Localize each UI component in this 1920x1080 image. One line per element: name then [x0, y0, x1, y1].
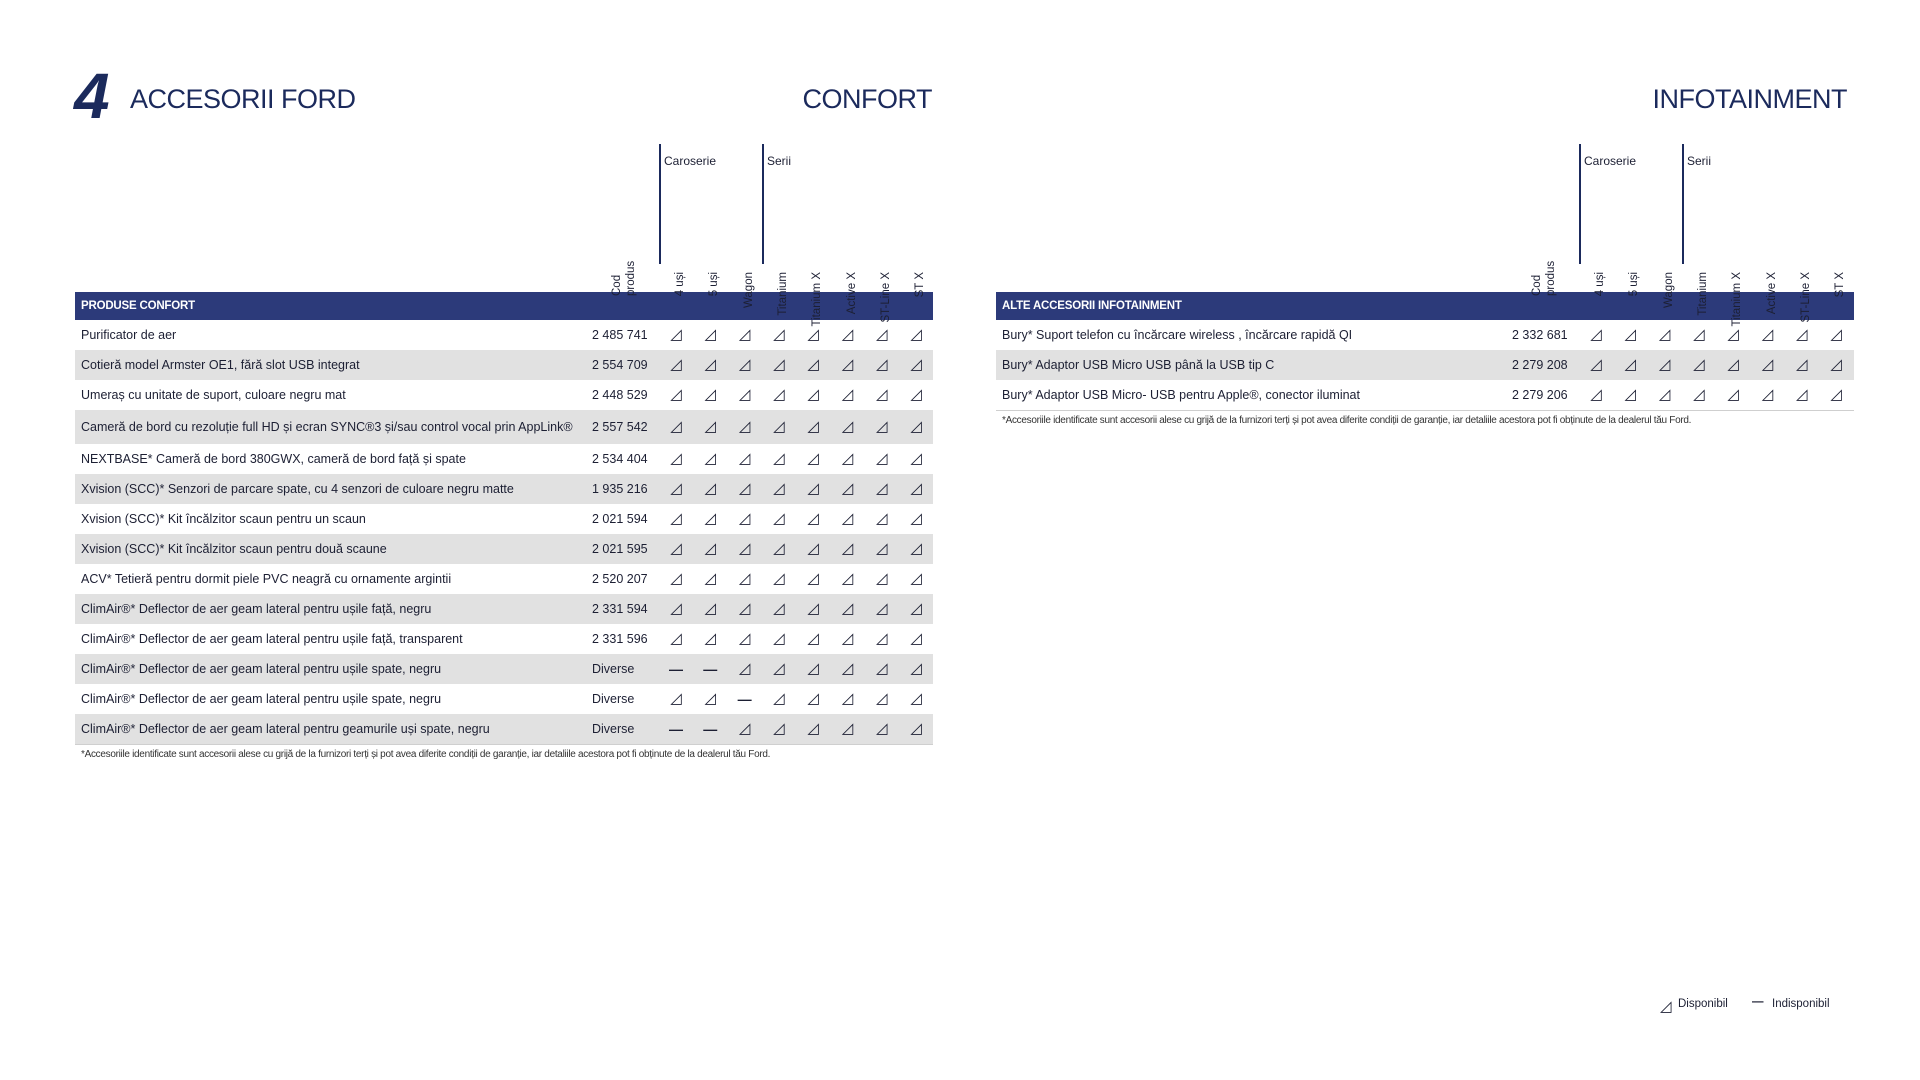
- product-name: Bury* Adaptor USB Micro USB până la USB tip C: [1002, 358, 1275, 372]
- product-code: 2 557 542: [592, 420, 648, 434]
- available-icon: ◿: [773, 480, 785, 497]
- available-icon: ◿: [704, 570, 717, 587]
- column-header-active-x: [845, 196, 865, 315]
- product-name: ClimAir®* Deflector de aer geam lateral pentru ușile față, transparent: [81, 632, 463, 646]
- column-header-5-u-i: [1627, 196, 1647, 297]
- table-row: [75, 320, 933, 350]
- available-icon: ◿: [807, 418, 819, 435]
- product-code: 2 485 741: [592, 328, 648, 342]
- product-code: Diverse: [592, 722, 635, 736]
- column-header-label: Titanium: [1696, 272, 1709, 316]
- available-icon: ◿: [841, 418, 854, 435]
- table-row: [75, 410, 933, 444]
- available-icon: ◿: [670, 630, 682, 647]
- available-icon: ◿: [773, 418, 785, 435]
- product-name: Bury* Adaptor USB Micro- USB pentru Apple®, conector iluminat: [1002, 388, 1360, 402]
- available-icon: ◿: [910, 570, 922, 587]
- available-icon: ◿: [704, 690, 717, 707]
- column-header-label: ST X: [914, 272, 927, 298]
- available-icon: ◿: [876, 480, 888, 497]
- available-icon: ◿: [876, 386, 888, 403]
- available-icon: ◿: [1624, 356, 1637, 373]
- available-icon: ◿: [807, 480, 819, 497]
- table-row: [996, 350, 1854, 380]
- column-header-label: 4 uși: [674, 272, 686, 297]
- table-row: [75, 534, 933, 564]
- table-row: [75, 444, 933, 474]
- group-label-serii: Serii: [767, 154, 792, 168]
- column-header-titanium: [1696, 196, 1716, 316]
- unavailable-icon: —: [703, 721, 718, 737]
- infotainment-table: [996, 144, 1854, 426]
- available-icon: ◿: [670, 600, 682, 617]
- available-icon: ◿: [876, 570, 888, 587]
- column-header-titanium: [776, 196, 796, 316]
- available-icon: ◿: [876, 510, 888, 527]
- available-icon: ◿: [807, 720, 819, 737]
- available-icon: ◿: [704, 450, 717, 467]
- product-name: Xvision (SCC)* Senzori de parcare spate, cu 4 senzori de culoare negru matte: [81, 482, 514, 496]
- table-row: [75, 350, 933, 380]
- table-row: [996, 380, 1854, 410]
- available-icon: ◿: [1693, 356, 1705, 373]
- available-icon: ◿: [670, 356, 682, 373]
- available-icon: ◿: [704, 356, 717, 373]
- group-divider: [1682, 144, 1684, 264]
- available-icon: ◿: [910, 630, 922, 647]
- available-icon: ◿: [910, 510, 922, 527]
- product-name: ClimAir®* Deflector de aer geam lateral pentru ușile spate, negru: [81, 692, 442, 706]
- available-icon: ◿: [807, 660, 819, 677]
- table-row: [996, 320, 1854, 350]
- product-code: 2 331 594: [592, 602, 648, 616]
- table-row: [75, 714, 933, 744]
- group-label-caroserie: Caroserie: [1584, 154, 1637, 168]
- available-icon: ◿: [876, 540, 888, 557]
- infotainment-section-title: INFOTAINMENT: [1652, 84, 1847, 114]
- available-icon: ◿: [910, 386, 922, 403]
- group-divider: [762, 144, 764, 264]
- available-icon: ◿: [1693, 386, 1705, 403]
- column-header-label: Wagon: [742, 272, 755, 309]
- column-header-st-line-x: [879, 196, 899, 323]
- available-icon: ◿: [773, 660, 785, 677]
- available-icon: ◿: [738, 600, 751, 617]
- available-icon: ◿: [670, 510, 682, 527]
- column-header-label: Active X: [845, 272, 858, 315]
- column-header-label: Titanium: [776, 272, 789, 316]
- column-header-titanium-x: [1730, 196, 1750, 327]
- available-icon: ◿: [670, 386, 682, 403]
- available-icon: ◿: [841, 326, 854, 343]
- available-icon: ◿: [910, 326, 922, 343]
- product-name: Xvision (SCC)* Kit încălzitor scaun pentru două scaune: [81, 542, 387, 556]
- product-code: 2 279 208: [1512, 358, 1568, 372]
- available-icon: ◿: [738, 480, 751, 497]
- table-row: [75, 684, 933, 714]
- available-icon: ◿: [1830, 386, 1842, 403]
- column-header-st-x: [913, 196, 933, 298]
- table-row: [75, 624, 933, 654]
- available-icon: ◿: [807, 690, 819, 707]
- product-code: 2 332 681: [1512, 328, 1568, 342]
- available-icon: ◿: [738, 386, 751, 403]
- available-icon: ◿: [704, 540, 717, 557]
- available-icon: ◿: [1796, 356, 1808, 373]
- product-name: Xvision (SCC)* Kit încălzitor scaun pentru un scaun: [81, 512, 366, 526]
- available-icon: ◿: [910, 720, 922, 737]
- product-code: 2 331 596: [592, 632, 648, 646]
- product-code: Diverse: [592, 692, 635, 706]
- available-icon: ◿: [773, 356, 785, 373]
- product-name: Cotieră model Armster OE1, fără slot USB integrat: [81, 358, 360, 372]
- column-header-label: Cod produs: [611, 260, 637, 296]
- table-row: [75, 474, 933, 504]
- column-header-label: Active X: [1765, 272, 1778, 315]
- column-header-4-u-i: [1593, 196, 1613, 297]
- column-header-label: Titanium X: [811, 272, 824, 327]
- confort-table: [75, 144, 933, 760]
- column-header-label: Wagon: [1662, 272, 1675, 309]
- available-icon: ◿: [704, 326, 717, 343]
- available-icon: ◿: [1796, 386, 1808, 403]
- column-header-label: Cod produs: [1531, 260, 1557, 296]
- available-icon: ◿: [773, 450, 785, 467]
- available-icon: ◿: [876, 630, 888, 647]
- column-header-wagon: [742, 196, 762, 309]
- available-icon: ◿: [704, 386, 717, 403]
- available-icon: ◿: [670, 540, 682, 557]
- available-icon: ◿: [773, 510, 785, 527]
- available-icon: ◿: [910, 540, 922, 557]
- available-icon: ◿: [704, 510, 717, 527]
- unavailable-icon: —: [669, 721, 683, 737]
- available-icon: ◿: [670, 326, 682, 343]
- available-icon: ◿: [1590, 326, 1602, 343]
- available-icon: ◿: [841, 480, 854, 497]
- group-label-serii: Serii: [1687, 154, 1712, 168]
- table-row: [75, 594, 933, 624]
- available-icon: ◿: [1624, 386, 1637, 403]
- available-icon: ◿: [876, 326, 888, 343]
- available-icon: ◿: [1693, 326, 1705, 343]
- product-name: Cameră de bord cu rezoluție full HD și ecran SYNC®3 și/sau control vocal prin AppLink®: [81, 420, 573, 434]
- available-icon: ◿: [738, 570, 751, 587]
- available-icon: ◿: [841, 450, 854, 467]
- available-icon: ◿: [807, 450, 819, 467]
- product-code: 2 534 404: [592, 452, 648, 466]
- available-icon: ◿: [1658, 356, 1671, 373]
- available-icon: ◿: [1761, 356, 1774, 373]
- product-name: ACV* Tetieră pentru dormit piele PVC neagră cu ornamente argintii: [81, 572, 452, 586]
- available-icon: ◿: [841, 570, 854, 587]
- available-icon: ◿: [1590, 356, 1602, 373]
- column-header-cod-produs: [610, 196, 637, 296]
- available-icon: ◿: [773, 570, 785, 587]
- column-header-titanium-x: [810, 196, 830, 327]
- infotainment-footnote: *Accesoriile identificate sunt accesorii alese cu grijă de la furnizori terți și pot avea diferite condiții de garanție, iar detaliile acestora pot fi obținute de la dealerul tău Ford.: [1002, 415, 1692, 426]
- column-header-label: ST X: [1834, 272, 1847, 298]
- column-header-st-x: [1833, 196, 1853, 298]
- confort-category-band: PRODUSE CONFORT: [75, 292, 933, 320]
- product-name: ClimAir®* Deflector de aer geam lateral pentru ușile față, negru: [81, 602, 432, 616]
- available-icon: ◿: [1658, 386, 1671, 403]
- available-icon: ◿: [738, 510, 751, 527]
- available-icon: ◿: [910, 660, 922, 677]
- available-icon: ◿: [841, 660, 854, 677]
- column-header-wagon: [1662, 196, 1682, 309]
- available-icon: ◿: [1830, 356, 1842, 373]
- table-row: [75, 380, 933, 410]
- available-icon: ◿: [807, 326, 819, 343]
- available-icon: ◿: [1761, 386, 1774, 403]
- available-icon: ◿: [1761, 326, 1774, 343]
- available-icon: ◿: [738, 540, 751, 557]
- available-icon: ◿: [841, 356, 854, 373]
- available-icon: ◿: [738, 630, 751, 647]
- product-code: 2 448 529: [592, 388, 648, 402]
- product-code: Diverse: [592, 662, 635, 676]
- available-icon: ◿: [910, 600, 922, 617]
- available-icon: ◿: [1830, 326, 1842, 343]
- infotainment-category-band: ALTE ACCESORII INFOTAINMENT: [996, 292, 1854, 320]
- chapter-number: 4: [74, 60, 108, 132]
- available-icon: ◿: [1590, 386, 1602, 403]
- available-icon: ◿: [773, 720, 785, 737]
- available-icon: ◿: [1727, 386, 1739, 403]
- confort-section-title: CONFORT: [802, 84, 932, 114]
- available-icon: ◿: [704, 630, 717, 647]
- column-header-label: 5 uși: [708, 272, 721, 297]
- available-icon: ◿: [841, 540, 854, 557]
- available-icon: ◿: [876, 450, 888, 467]
- available-icon: ◿: [738, 326, 751, 343]
- available-icon: ◿: [738, 720, 751, 737]
- product-code: 2 021 594: [592, 512, 648, 526]
- available-icon: ◿: [773, 630, 785, 647]
- available-icon: ◿: [704, 600, 717, 617]
- available-icon: ◿: [773, 326, 785, 343]
- available-icon: ◿: [704, 418, 717, 435]
- available-icon: ◿: [841, 386, 854, 403]
- available-icon: ◿: [670, 450, 682, 467]
- product-name: ClimAir®* Deflector de aer geam lateral pentru geamurile uși spate, negru: [81, 722, 490, 736]
- available-icon: ◿: [807, 630, 819, 647]
- unavailable-icon: —: [669, 661, 683, 677]
- group-divider: [1579, 144, 1581, 264]
- available-icon: ◿: [876, 356, 888, 373]
- available-icon: ◿: [738, 660, 751, 677]
- legend-unavailable-label: Indisponibil: [1772, 998, 1830, 1010]
- column-header-label: 5 uși: [1628, 272, 1641, 297]
- product-name: NEXTBASE* Cameră de bord 380GWX, cameră de bord față și spate: [81, 452, 466, 466]
- available-icon: ◿: [738, 418, 751, 435]
- available-icon: ◿: [670, 570, 682, 587]
- column-header-st-line-x: [1799, 196, 1819, 323]
- available-icon: ◿: [773, 540, 785, 557]
- available-icon: ◿: [1727, 326, 1739, 343]
- available-icon: ◿: [738, 356, 751, 373]
- table-row: [75, 564, 933, 594]
- product-code: 2 021 595: [592, 542, 648, 556]
- available-icon: ◿: [841, 630, 854, 647]
- available-icon: ◿: [773, 600, 785, 617]
- available-icon: ◿: [670, 418, 682, 435]
- table-row: [75, 504, 933, 534]
- available-icon: ◿: [773, 690, 785, 707]
- group-divider: [659, 144, 661, 264]
- available-icon: ◿: [1660, 998, 1672, 1015]
- available-icon: ◿: [773, 386, 785, 403]
- column-header-5-u-i: [707, 196, 727, 297]
- product-code: 2 279 206: [1512, 388, 1568, 402]
- column-header-active-x: [1765, 196, 1785, 315]
- available-icon: ◿: [807, 600, 819, 617]
- available-icon: ◿: [1727, 356, 1739, 373]
- available-icon: ◿: [876, 600, 888, 617]
- available-icon: ◿: [910, 690, 922, 707]
- table-row: [75, 654, 933, 684]
- available-icon: ◿: [807, 540, 819, 557]
- product-code: 2 554 709: [592, 358, 648, 372]
- column-header-label: Titanium X: [1731, 272, 1744, 327]
- available-icon: ◿: [910, 418, 922, 435]
- product-name: ClimAir®* Deflector de aer geam lateral pentru ușile spate, negru: [81, 662, 442, 676]
- column-header-cod-produs: [1530, 196, 1557, 296]
- unavailable-icon: —: [1752, 996, 1764, 1008]
- available-icon: ◿: [910, 450, 922, 467]
- available-icon: ◿: [1658, 326, 1671, 343]
- available-icon: ◿: [841, 600, 854, 617]
- available-icon: ◿: [910, 356, 922, 373]
- page-title: ACCESORII FORD: [130, 84, 356, 114]
- product-code: 2 520 207: [592, 572, 648, 586]
- column-header-label: ST-Line X: [1799, 272, 1812, 323]
- table-bottom-rule: [996, 410, 1854, 411]
- available-icon: ◿: [704, 480, 717, 497]
- unavailable-icon: —: [703, 661, 718, 677]
- column-header-label: ST-Line X: [879, 272, 892, 323]
- available-icon: ◿: [670, 690, 682, 707]
- group-label-caroserie: Caroserie: [664, 154, 717, 168]
- table-bottom-rule: [75, 744, 933, 745]
- available-icon: ◿: [807, 356, 819, 373]
- available-icon: ◿: [670, 480, 682, 497]
- available-icon: ◿: [738, 450, 751, 467]
- available-icon: ◿: [876, 720, 888, 737]
- column-header-4-u-i: [673, 196, 693, 297]
- product-name: Bury* Suport telefon cu încărcare wireless , încărcare rapidă QI: [1002, 328, 1353, 342]
- available-icon: ◿: [841, 690, 854, 707]
- product-code: 1 935 216: [592, 482, 648, 496]
- column-header-label: 4 uși: [1594, 272, 1606, 297]
- confort-footnote: *Accesoriile identificate sunt accesorii alese cu grijă de la furnizori terți și pot avea diferite condiții de garanție, iar detaliile acestora pot fi obținute de la dealerul tău Ford.: [81, 749, 771, 760]
- available-icon: ◿: [876, 418, 888, 435]
- available-icon: ◿: [876, 660, 888, 677]
- available-icon: ◿: [807, 386, 819, 403]
- available-icon: ◿: [841, 720, 854, 737]
- available-icon: ◿: [1624, 326, 1637, 343]
- unavailable-icon: —: [737, 691, 752, 707]
- available-icon: ◿: [807, 570, 819, 587]
- available-icon: ◿: [841, 510, 854, 527]
- product-name: Umeraș cu unitate de suport, culoare negru mat: [81, 388, 346, 402]
- available-icon: ◿: [876, 690, 888, 707]
- product-name: Purificator de aer: [81, 328, 177, 342]
- available-icon: ◿: [1796, 326, 1808, 343]
- legend-available-label: Disponibil: [1678, 998, 1728, 1010]
- available-icon: ◿: [807, 510, 819, 527]
- available-icon: ◿: [910, 480, 922, 497]
